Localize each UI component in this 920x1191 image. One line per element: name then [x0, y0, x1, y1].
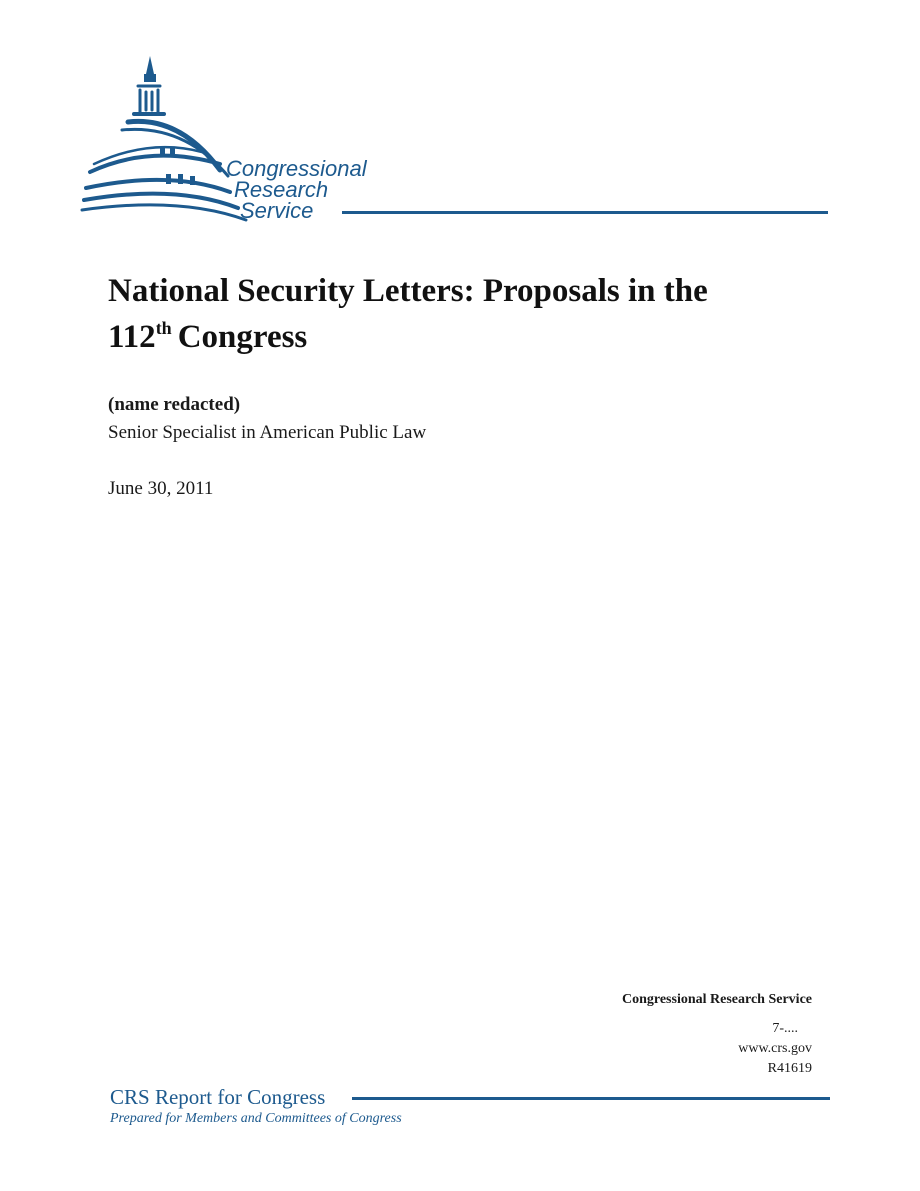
crs-org-name: Congressional Research Service [621, 992, 812, 1007]
logo-line-research: Research [234, 177, 329, 202]
logo-line-service: Service [240, 198, 314, 223]
report-date: June 30, 2011 [108, 478, 214, 499]
crs-phone: 7-.... [772, 1021, 798, 1036]
footer-rule [352, 1097, 830, 1100]
title-part2: Congress [177, 319, 308, 355]
title-superscript: th [155, 318, 172, 338]
crs-logo [80, 52, 830, 224]
report-number: R41619 [767, 1061, 812, 1076]
author-title: Senior Specialist in American Public Law [108, 422, 427, 443]
title-number: 112 [108, 319, 156, 355]
logo-line-congressional: Congressional [226, 156, 367, 181]
report-title [108, 268, 808, 360]
logo-rule [342, 211, 828, 214]
title-part1: National Security Letters: Proposals in the [108, 273, 708, 309]
crs-info-block [622, 991, 812, 1079]
footer-heading: CRS Report for Congress [110, 1085, 326, 1109]
author-name: (name redacted) [108, 394, 241, 415]
crs-website: www.crs.gov [738, 1041, 812, 1056]
footer-subheading: Prepared for Members and Committees of Congress [110, 1111, 402, 1126]
